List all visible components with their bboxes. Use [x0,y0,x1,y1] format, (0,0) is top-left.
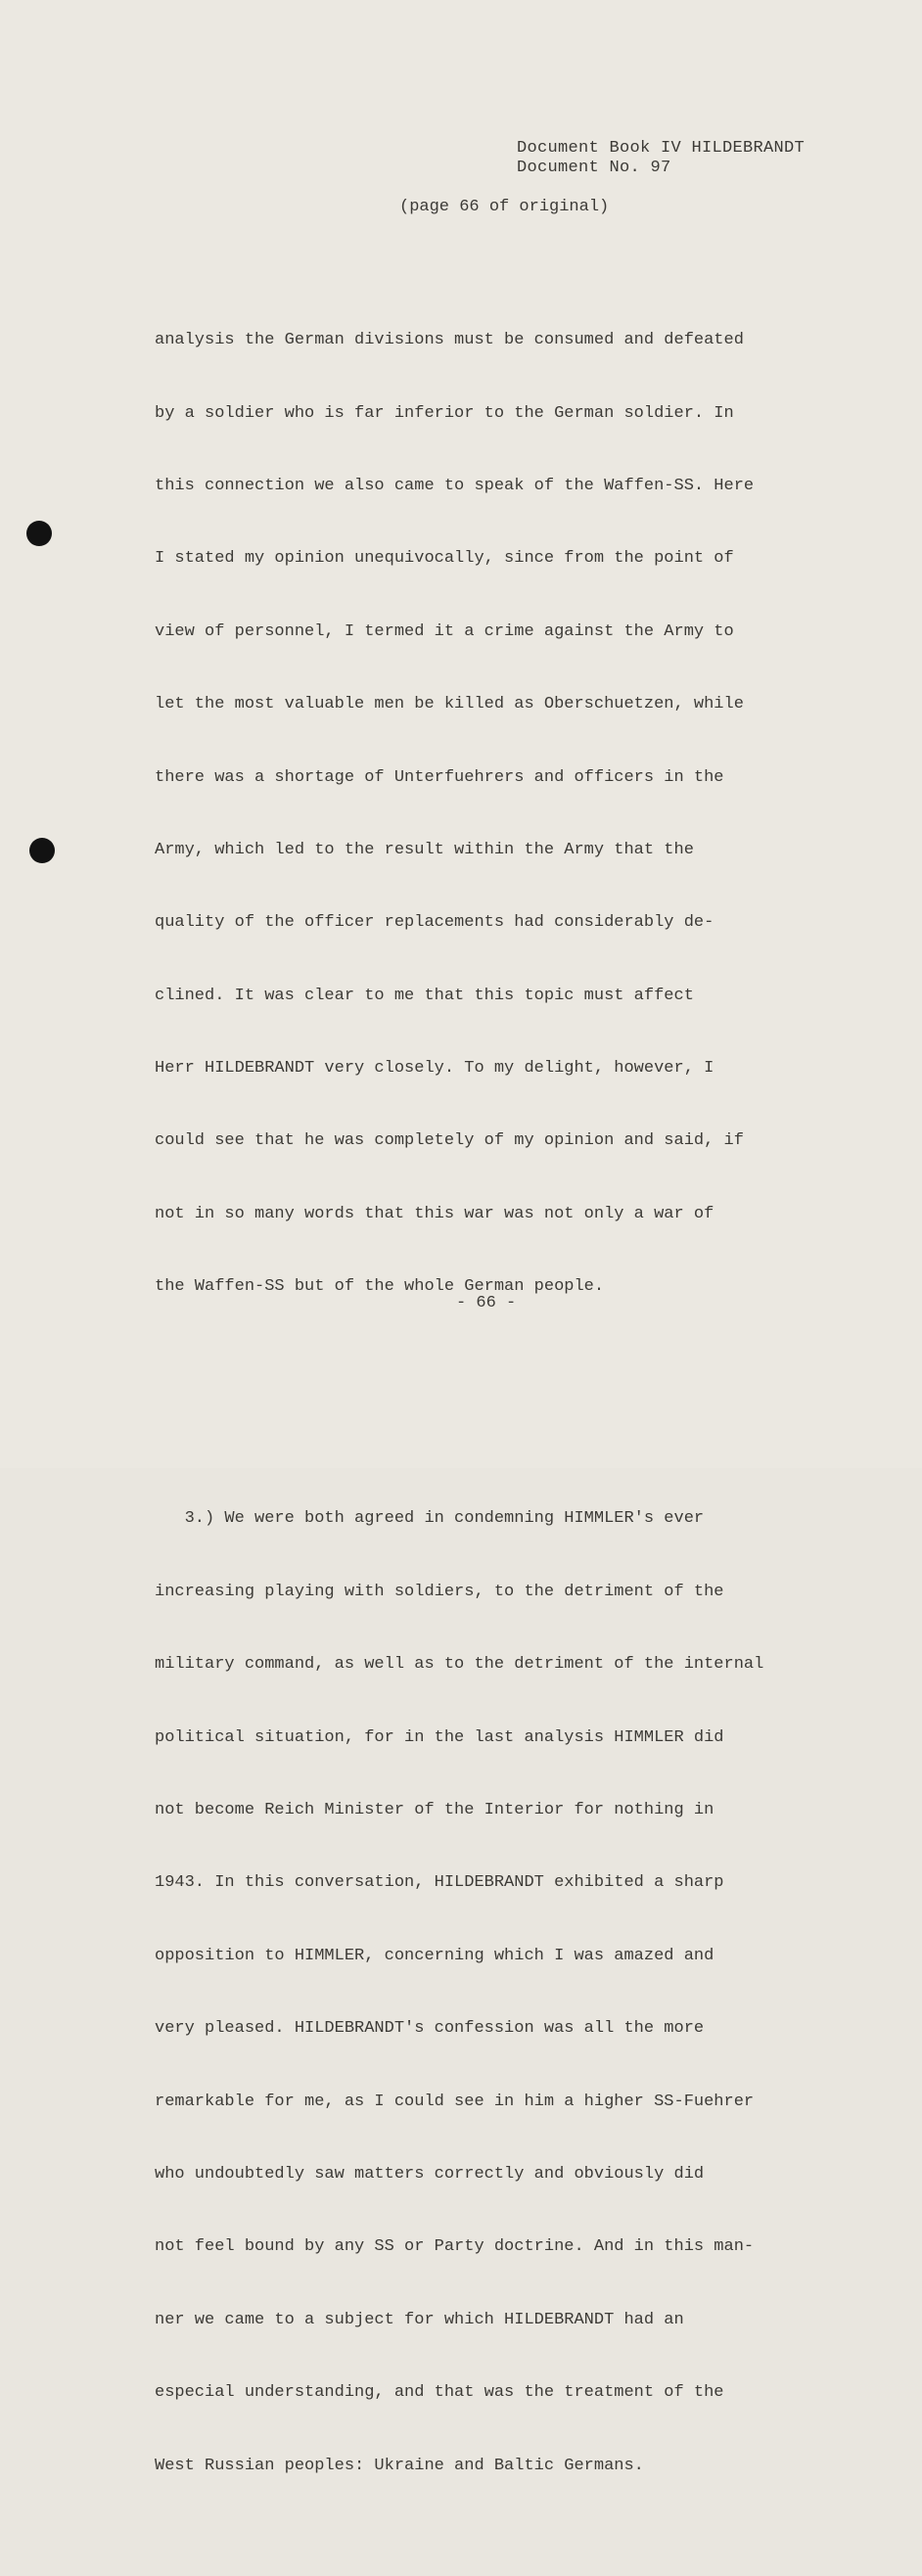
page-number: - 66 - [456,1294,517,1312]
original-page-reference: (page 66 of original) [399,198,610,216]
text-line: opposition to HIMMLER, concerning which I was amazed and [155,1946,715,1965]
text-line: Herr HILDEBRANDT very closely. To my delight, however, I [155,1059,715,1079]
header-document-number: Document No. 97 [517,159,671,177]
text-line: 3.) We were both agreed in condemning HIMMLER's ever [155,1509,705,1529]
text-line: let the most valuable men be killed as Oberschuetzen, while [155,695,744,714]
document-header [517,139,805,178]
text-line: Army, which led to the result within the Army that the [155,840,694,859]
text-line: increasing playing with soldiers, to the detriment of the [155,1582,724,1601]
text-line: could see that he was completely of my opinion and said, if [155,1131,744,1151]
text-line: remarkable for me, as I could see in him a higher SS-Fuehrer [155,2092,755,2111]
text-line: not in so many words that this war was not only a war of [155,1204,715,1223]
text-line: especial understanding, and that was the treatment of the [155,2383,724,2403]
text-line: West Russian peoples: Ukraine and Baltic Germans. [155,2456,644,2475]
text-line: clined. It was clear to me that this topic must affect [155,986,694,1005]
paragraph-1 [155,281,859,1349]
text-line: this connection we also came to speak of the Waffen-SS. Here [155,476,755,495]
text-line: quality of the officer replacements had considerably de- [155,913,715,933]
text-line: I stated my opinion unequivocally, since from the point of [155,549,734,569]
text-line: not become Reich Minister of the Interior for nothing in [155,1801,715,1819]
paragraph-gap [155,1397,859,1410]
text-line: the Waffen-SS but of the whole German people. [155,1277,605,1297]
text-line: view of personnel, I termed it a crime against the Army to [155,621,734,641]
text-line: ner we came to a subject for which HILDEBRANDT had an [155,2310,684,2329]
text-line: very pleased. HILDEBRANDT's confession was all the more [155,2019,705,2039]
body-text [155,232,859,2576]
paragraph-2 [155,1459,859,2527]
punch-hole-upper [26,521,52,546]
text-line: there was a shortage of Unterfuehrers and officers in the [155,767,724,787]
text-line: not feel bound by any SS or Party doctrine. And in this man- [155,2237,755,2257]
text-line: by a soldier who is far inferior to the German soldier. In [155,403,734,423]
punch-hole-lower [29,838,55,863]
text-line: analysis the German divisions must be consumed and defeated [155,331,744,350]
header-book-line: Document Book IV HILDEBRANDT [517,139,806,158]
text-line: military command, as well as to the detriment of the internal [155,1655,764,1675]
text-line: 1943. In this conversation, HILDEBRANDT exhibited a sharp [155,1873,724,1893]
text-line: political situation, for in the last analysis HIMMLER did [155,1727,724,1747]
text-line: who undoubtedly saw matters correctly and obviously did [155,2164,705,2184]
